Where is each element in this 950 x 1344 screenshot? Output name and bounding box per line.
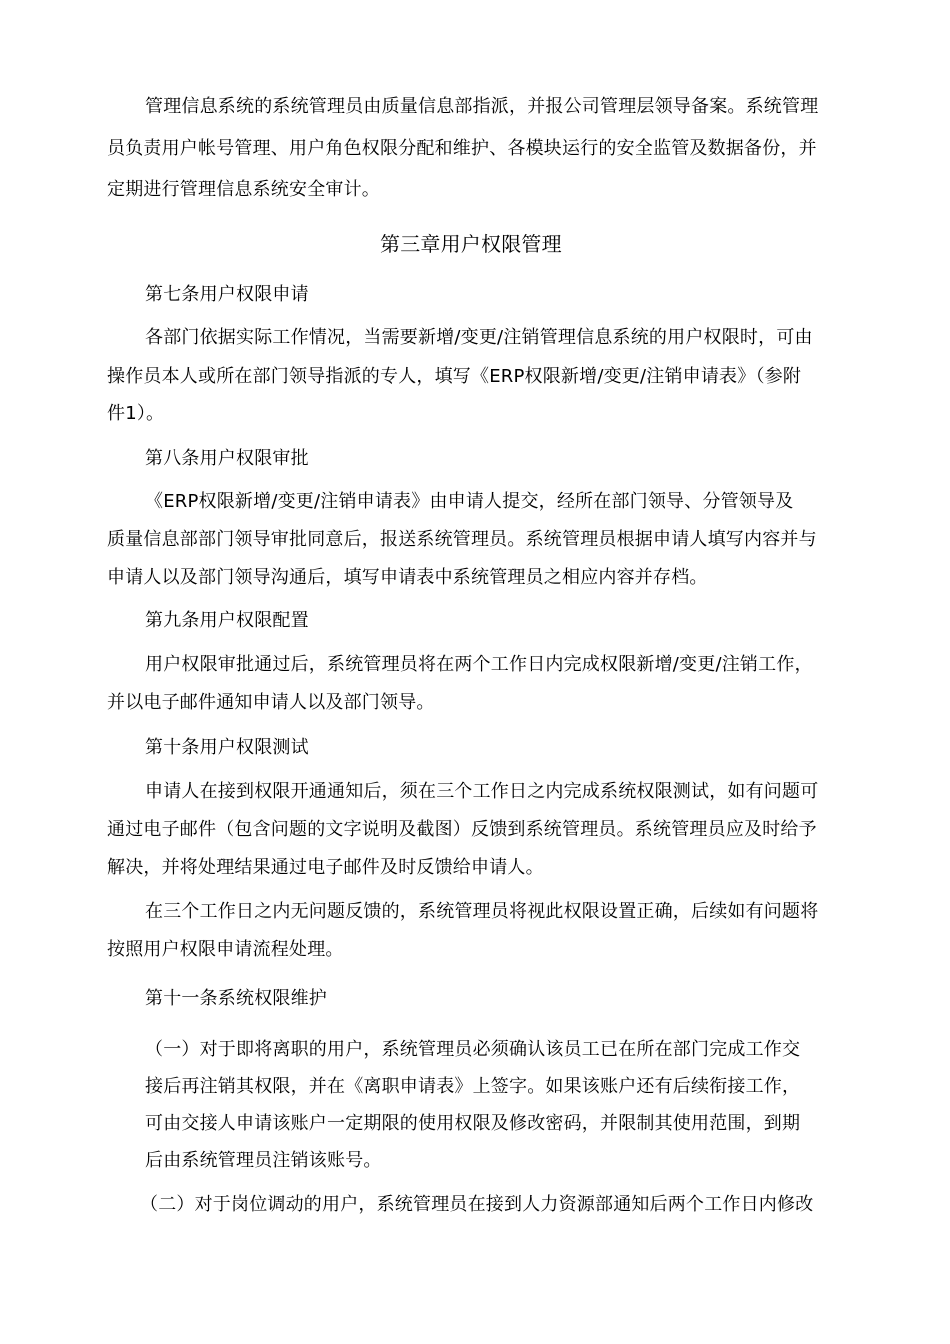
article-11-item-1-line-2: 接后再注销其权限，并在《离职申请表》上签字。如果该账户还有后续衔接工作，	[145, 1076, 801, 1097]
article-8-line-1: 《ERP权限新增/变更/注销申请表》由申请人提交，经所在部门领导、分管领导及	[145, 491, 794, 512]
chapter-title: 第三章用户权限管理	[380, 232, 562, 256]
article-11-item-2-line-1: （二）对于岗位调动的用户，系统管理员在接到人力资源部通知后两个工作日内修改	[140, 1194, 814, 1215]
article-10-title: 第十条用户权限测试	[145, 737, 309, 758]
article-11-item-1-line-3: 可由交接人申请该账户一定期限的使用权限及修改密码，并限制其使用范围，到期	[145, 1113, 801, 1134]
article-10-line-1: 申请人在接到权限开通通知后，须在三个工作日之内完成系统权限测试，如有问题可	[145, 781, 819, 802]
article-7-line-3: 件1）。	[107, 403, 165, 424]
article-9-line-2: 并以电子邮件通知申请人以及部门领导。	[107, 692, 435, 713]
article-10-line-2: 通过电子邮件（包含问题的文字说明及截图）反馈到系统管理员。系统管理员应及时给予	[107, 819, 817, 840]
article-8-title: 第八条用户权限审批	[145, 448, 309, 469]
article-8-line-2: 质量信息部部门领导审批同意后，报送系统管理员。系统管理员根据申请人填写内容并与	[107, 529, 817, 550]
intro-line-1: 管理信息系统的系统管理员由质量信息部指派，并报公司管理层领导备案。系统管理	[145, 96, 819, 117]
article-7-line-2: 操作员本人或所在部门领导指派的专人，填写《ERP权限新增/变更/注销申请表》（参附	[107, 366, 802, 387]
article-11-item-1-line-4: 后由系统管理员注销该账号。	[145, 1150, 382, 1171]
article-11-item-1-line-1: （一）对于即将离职的用户，系统管理员必须确认该员工已在所在部门完成工作交	[145, 1039, 801, 1060]
article-10-line-4: 在三个工作日之内无问题反馈的，系统管理员将视此权限设置正确，后续如有问题将	[145, 901, 819, 922]
article-9-title: 第九条用户权限配置	[145, 610, 309, 631]
intro-line-2: 员负责用户帐号管理、用户角色权限分配和维护、各模块运行的安全监管及数据备份，并	[107, 138, 817, 159]
article-10-line-5: 按照用户权限申请流程处理。	[107, 939, 344, 960]
intro-line-3: 定期进行管理信息系统安全审计。	[107, 179, 380, 200]
article-7-line-1: 各部门依据实际工作情况，当需要新增/变更/注销管理信息系统的用户权限时，可由	[145, 327, 813, 348]
article-11-title: 第十一条系统权限维护	[145, 988, 327, 1009]
article-10-line-3: 解决，并将处理结果通过电子邮件及时反馈给申请人。	[107, 857, 544, 878]
article-7-title: 第七条用户权限申请	[145, 284, 309, 305]
article-9-line-1: 用户权限审批通过后，系统管理员将在两个工作日内完成权限新增/变更/注销工作，	[145, 654, 813, 675]
article-8-line-3: 申请人以及部门领导沟通后，填写申请表中系统管理员之相应内容并存档。	[107, 567, 708, 588]
